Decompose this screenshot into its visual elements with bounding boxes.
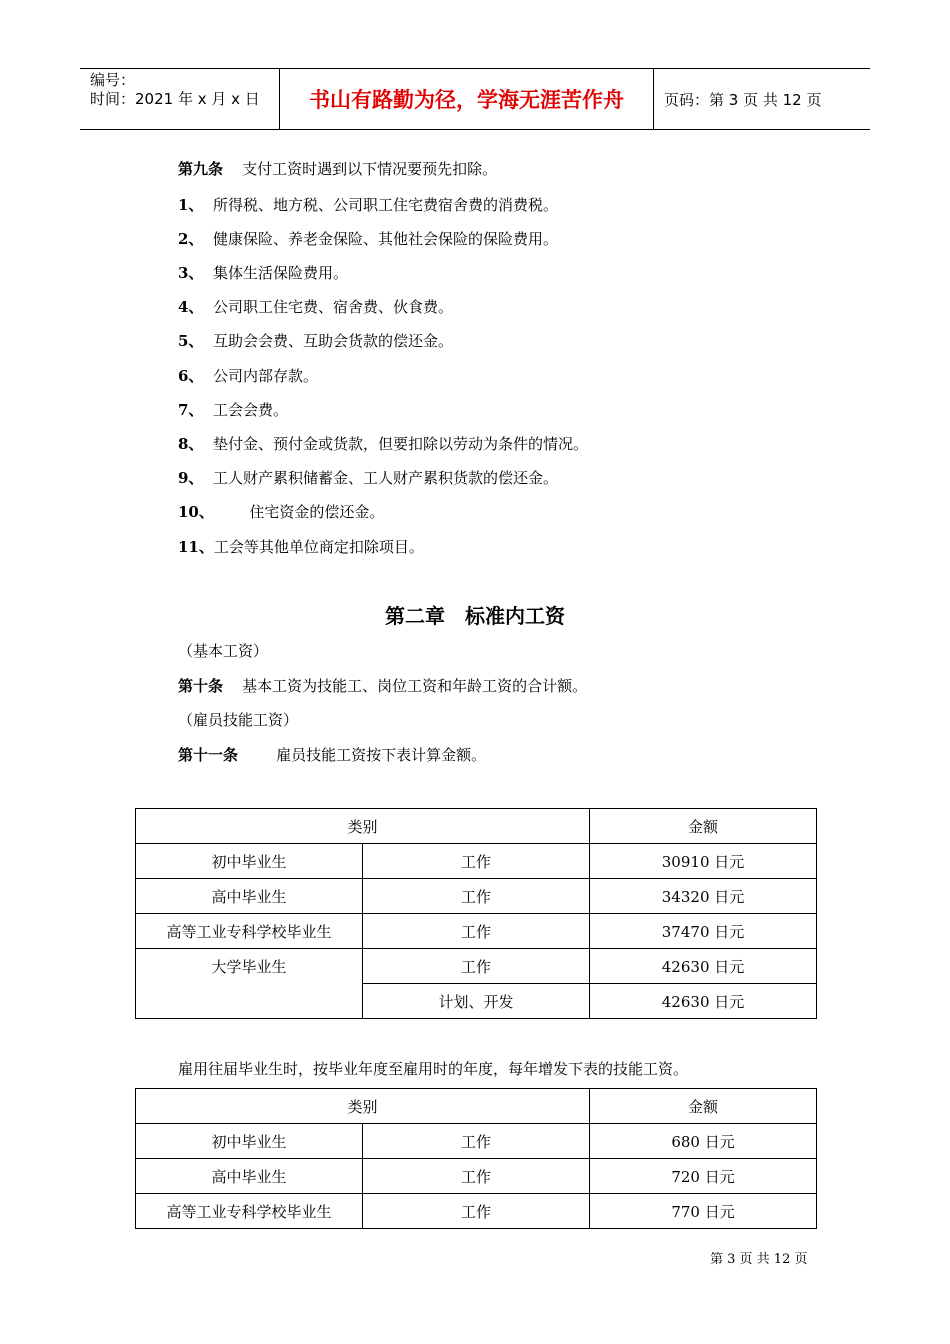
table-header-row [136, 1089, 817, 1124]
table-header-amount: 金额 [590, 1089, 817, 1124]
list-item: 7、 工会会费。 [178, 401, 288, 419]
chapter-title: 第二章 标准内工资 [385, 604, 565, 628]
table-header-row [136, 809, 817, 844]
table-row: 初中毕业生 工作 680 日元 [136, 1124, 817, 1159]
list-item: 6、 公司内部存款。 [178, 367, 318, 385]
list-item: 10、 住宅资金的偿还金。 [178, 503, 385, 521]
list-item: 11、工会等其他单位商定扣除项目。 [178, 538, 424, 556]
article-10-text: 基本工资为技能工、岗位工资和年龄工资的合计额。 [242, 677, 588, 695]
table-row: 计划、开发 42630 日元 [136, 984, 817, 1019]
table-row: 大学毕业生 工作 42630 日元 [136, 949, 817, 984]
table-header-category: 类别 [136, 1089, 590, 1124]
article-11 [178, 744, 486, 765]
table-header-amount: 金额 [590, 809, 817, 844]
header-motto: 书山有路勤为径，学海无涯苦作舟 [280, 69, 654, 129]
list-item: 8、 垫付金、预付金或货款，但要扣除以劳动为条件的情况。 [178, 435, 588, 453]
article-11-title: 第十一条 [178, 746, 239, 764]
article-9-text: 支付工资时遇到以下情况要预先扣除。 [242, 160, 498, 178]
list-item: 5、 互助会会费、互助会货款的偿还金。 [178, 332, 453, 350]
paragraph-between-tables: 雇用往届毕业生时，按毕业年度至雇用时的年度，每年增发下表的技能工资。 [178, 1060, 689, 1078]
article-10-title: 第十条 [178, 677, 224, 695]
basic-wage-note: （基本工资） [178, 642, 269, 660]
article-10 [178, 675, 587, 696]
table-header-category: 类别 [136, 809, 590, 844]
skill-wage-table [135, 808, 817, 1019]
header-meta [80, 69, 280, 129]
table-row: 高等工业专科学校毕业生 工作 37470 日元 [136, 914, 817, 949]
annual-increase-table [135, 1088, 817, 1229]
list-item: 1、 所得税、地方税、公司职工住宅费宿舍费的消费税。 [178, 196, 558, 214]
table-row: 初中毕业生 工作 30910 日元 [136, 844, 817, 879]
header-time: 时间：2021 年 x 月 x 日 [90, 90, 260, 108]
header-code: 编号： [90, 71, 136, 89]
list-item: 4、 公司职工住宅费、宿舍费、伙食费。 [178, 298, 453, 316]
skill-wage-note: （雇员技能工资） [178, 711, 299, 729]
article-11-text: 雇员技能工资按下表计算金额。 [276, 746, 487, 764]
header-page-number: 页码：第 3 页 共 12 页 [664, 90, 822, 109]
list-item: 3、 集体生活保险费用。 [178, 264, 348, 282]
page-footer: 第 3 页 共 12 页 [710, 1252, 808, 1267]
page-header [80, 68, 870, 130]
list-item: 2、 健康保险、养老金保险、其他社会保险的保险费用。 [178, 230, 558, 248]
article-9-title: 第九条 [178, 160, 224, 178]
table-row: 高中毕业生 工作 34320 日元 [136, 879, 817, 914]
table-row: 高等工业专科学校毕业生 工作 770 日元 [136, 1194, 817, 1229]
article-9-heading [178, 158, 497, 179]
table-row: 高中毕业生 工作 720 日元 [136, 1159, 817, 1194]
list-item: 9、 工人财产累积储蓄金、工人财产累积货款的偿还金。 [178, 469, 558, 487]
